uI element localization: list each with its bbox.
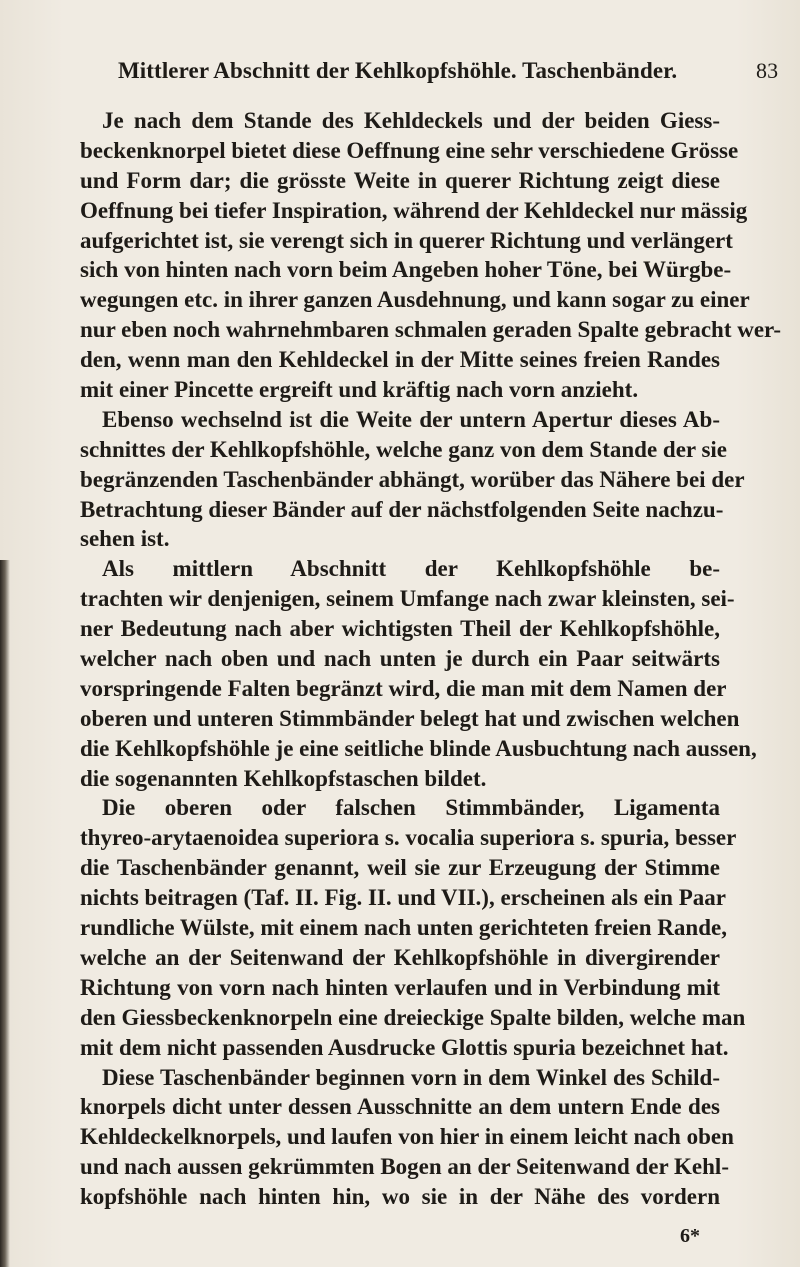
text-line: mit einer Pincette ergreift und kräftig nach vorn anzieht. bbox=[80, 377, 639, 403]
text-line: welcher nach oben und nach unten je durch ein Paar seitwärts bbox=[80, 646, 720, 672]
text-line: Die oberen oder falschen Stimmbänder, Ligamenta bbox=[102, 795, 720, 821]
text-line: Oeffnung bei tiefer Inspiration, während der Kehldeckel nur mässig bbox=[80, 197, 748, 223]
running-header bbox=[118, 58, 798, 88]
text-line: den, wenn man den Kehldeckel in der Mitte seines freien Randes bbox=[80, 347, 720, 373]
text-line: Richtung von vorn nach hinten verlaufen und in Verbindung mit bbox=[80, 974, 720, 1000]
text-line: Je nach dem Stande des Kehldeckels und der beiden Giess- bbox=[102, 108, 720, 133]
text-line: Ebenso wechselnd ist die Weite der untern Apertur dieses Ab- bbox=[102, 406, 720, 432]
body-text bbox=[80, 106, 782, 1212]
text-line: nur eben noch wahrnehmbaren schmalen geraden Spalte gebracht wer- bbox=[80, 317, 782, 343]
text-line: die sogenannten Kehlkopfstaschen bildet. bbox=[80, 765, 487, 791]
binding-shadow bbox=[0, 560, 10, 1267]
text-line: nichts beitragen (Taf. II. Fig. II. und VII.), erscheinen als ein Paar bbox=[80, 885, 726, 911]
text-line: Kehldeckelknorpels, und laufen von hier in einem leicht nach oben bbox=[80, 1124, 734, 1150]
text-line: die Kehlkopfshöhle je eine seitliche blinde Ausbuchtung nach aussen, bbox=[80, 735, 757, 761]
text-line: schnittes der Kehlkopfshöhle, welche ganz von dem Stande der sie bbox=[80, 436, 728, 462]
page-number: 83 bbox=[756, 58, 779, 83]
text-line: ner Bedeutung nach aber wichtigsten Theil der Kehlkopfshöhle, bbox=[80, 616, 720, 642]
text-line: mit dem nicht passenden Ausdrucke Glottis spuria bezeichnet hat. bbox=[80, 1034, 729, 1060]
text-line: begränzenden Taschenbänder abhängt, worüber das Nähere bei der bbox=[80, 466, 745, 492]
signature-mark: 6* bbox=[680, 1225, 700, 1247]
text-line: rundliche Wülste, mit einem nach unten gerichteten freien Rande, bbox=[80, 915, 727, 941]
text-line: die Taschenbänder genannt, weil sie zur Erzeugung der Stimme bbox=[80, 855, 720, 881]
text-line: trachten wir denjenigen, seinem Umfange nach zwar kleinsten, sei- bbox=[80, 586, 735, 612]
text-line: beckenknorpel bietet diese Oeffnung eine sehr verschiedene Grösse bbox=[80, 137, 739, 163]
text-line: den Giessbeckenknorpeln eine dreieckige Spalte bilden, welche man bbox=[80, 1004, 746, 1030]
text-line: welche an der Seitenwand der Kehlkopfshöhle in divergirender bbox=[80, 944, 720, 970]
text-line: thyreo-arytaenoidea superiora s. vocalia superiora s. spuria, besser bbox=[80, 825, 737, 851]
text-line: Als mittlern Abschnitt der Kehlkopfshöhle be- bbox=[102, 556, 720, 582]
text-line: wegungen etc. in ihrer ganzen Ausdehnung, und kann sogar zu einer bbox=[80, 287, 750, 313]
text-line: sehen ist. bbox=[80, 526, 170, 552]
text-line: und Form dar; die grösste Weite in querer Richtung zeigt diese bbox=[80, 167, 720, 193]
text-line: vorspringende Falten begränzt wird, die man mit dem Namen der bbox=[80, 675, 727, 701]
text-line: oberen und unteren Stimmbänder belegt hat und zwischen welchen bbox=[80, 705, 740, 731]
text-line: knorpels dicht unter dessen Ausschnitte an dem untern Ende des bbox=[80, 1094, 720, 1120]
text-line: sich von hinten nach vorn beim Angeben hoher Töne, bei Würgbe- bbox=[80, 257, 732, 283]
text-line: Diese Taschenbänder beginnen vorn in dem Winkel des Schild- bbox=[102, 1064, 720, 1090]
text-line: kopfshöhle nach hinten hin, wo sie in der Nähe des vordern bbox=[80, 1184, 720, 1210]
text-line: aufgerichtet ist, sie verengt sich in querer Richtung und verlängert bbox=[80, 227, 733, 253]
text-line: Betrachtung dieser Bänder auf der nächstfolgenden Seite nachzu- bbox=[80, 496, 724, 522]
text-line: und nach aussen gekrümmten Bogen an der Seitenwand der Kehl- bbox=[80, 1154, 729, 1180]
header-title: Mittlerer Abschnitt der Kehlkopfshöhle. Taschenbänder. bbox=[118, 58, 678, 83]
